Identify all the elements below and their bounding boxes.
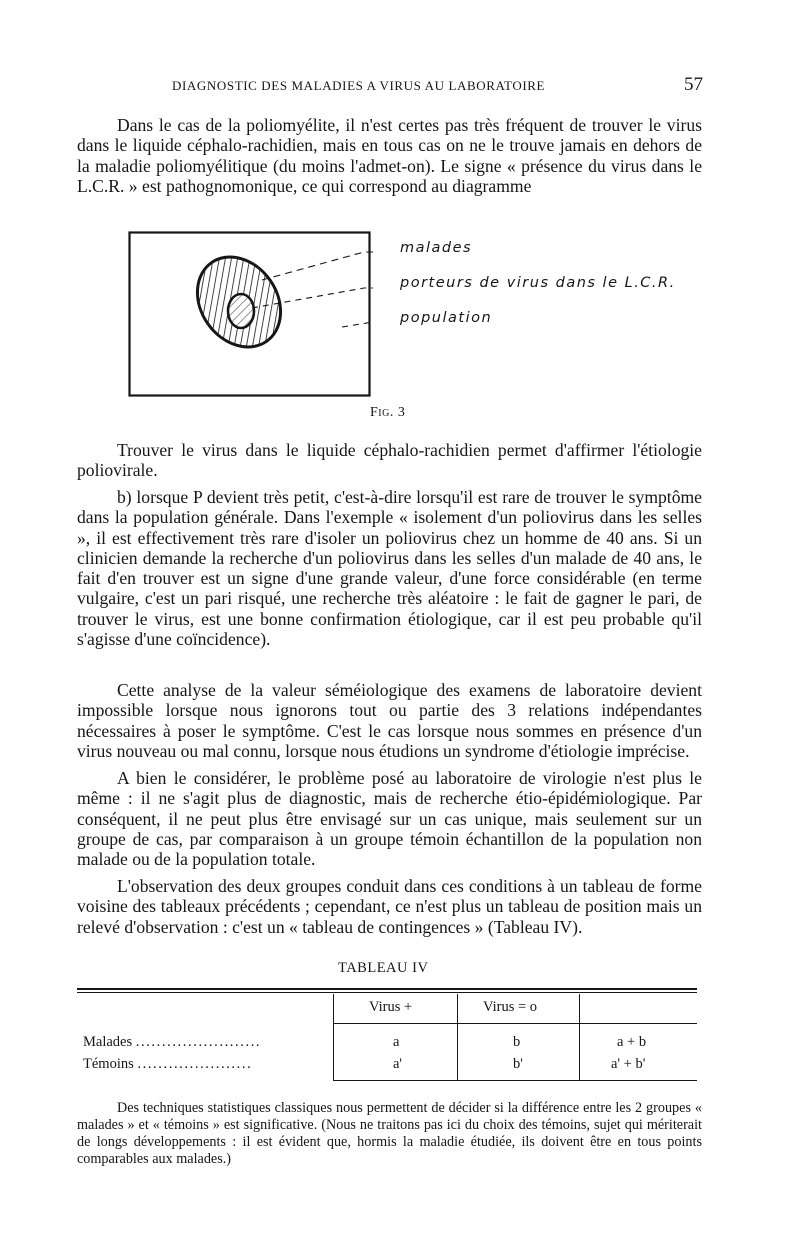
table-bottom-rule bbox=[333, 1080, 697, 1081]
running-header bbox=[0, 74, 800, 98]
row-label-temoins: Témoins ...................... bbox=[83, 1056, 253, 1072]
label-population: population bbox=[400, 310, 493, 326]
paragraph-poliomyelitis-lcr: Dans le cas de la poliomyélite, il n'est certes pas très fréquent de trouver le virus dans le liquide céphalo-rachidien, mais en tous cas on ne le trouve jamais en dehors de la maladie poliomyélitique (du moins l'admet-on). Le signe « présence du virus dans le L.C.R. » est pathognomonique, ce qui correspond au diagramme bbox=[77, 115, 702, 196]
cell-malades-total: a + b bbox=[617, 1034, 647, 1050]
cell-temoins-virus-plus: a' bbox=[393, 1056, 403, 1072]
figure-caption: Fig. 3 bbox=[370, 405, 406, 420]
table-vline-3 bbox=[579, 994, 580, 1080]
table-vline-1 bbox=[333, 994, 334, 1080]
table-header-rule bbox=[333, 1023, 697, 1024]
paragraph-etiologie: Trouver le virus dans le liquide céphalo-rachidien permet d'affirmer l'étiologie poliovirale. bbox=[77, 440, 702, 481]
page-number: 57 bbox=[684, 74, 703, 95]
cell-malades-virus-plus: a bbox=[393, 1034, 400, 1050]
paragraph-observation: L'observation des deux groupes conduit dans ces conditions à un tableau de forme voisine des tableaux précédents ; cependant, ce n'est plus un tableau de position mais un relevé d'observation : c'est un « tableau de contingences » (Tableau IV). bbox=[77, 876, 702, 937]
figure-3-diagram bbox=[128, 230, 688, 400]
table-top-rule bbox=[77, 988, 697, 990]
label-porteurs: porteurs de virus dans le L.C.R. bbox=[400, 275, 676, 291]
table-vline-2 bbox=[457, 994, 458, 1080]
row-label-malades: Malades ........................ bbox=[83, 1034, 262, 1050]
footnote: Des techniques statistiques classiques nous permettent de décider si la différence entre les 2 groupes « malades » et « témoins » est significative. (Nous ne traitons pas ici du choix des témoins, sujet qui mériterait de longs développements : il est évident que, hormis la maladie étudiée, ils doivent être en tous points comparables aux malades.) bbox=[77, 1100, 702, 1167]
cell-temoins-total: a' + b' bbox=[611, 1056, 646, 1072]
table-top-rule-thin bbox=[77, 992, 697, 993]
cell-malades-virus-zero: b bbox=[513, 1034, 521, 1050]
cell-temoins-virus-zero: b' bbox=[513, 1056, 523, 1072]
paragraph-probleme: A bien le considérer, le problème posé au laboratoire de virologie n'est plus le même : il ne s'agit plus de diagnostic, mais de recherche étio-épidémiologique. Par conséquent, il ne peut plus être envisagé sur un cas unique, mais seulement sur un groupe de cas, par comparaison à un groupe témoin échantillon de la population non malade ou de la population totale. bbox=[77, 768, 702, 870]
paragraph-b-p-petit: b) lorsque P devient très petit, c'est-à-dire lorsqu'il est rare de trouver le symptôme dans la population générale. Dans l'exemple « isolement d'un poliovirus dans les selles », il est effectivement très rare d'isoler un poliovirus chez un homme de 40 ans. Si un clinicien demande la recherche d'un poliovirus dans les selles d'un malade de 40 ans, le fait d'en trouver est un signe d'une grande valeur, d'une force considérable (en terme vulgaire, c'est un pari risqué, une recherche très aléatoire : le fait de gagner le pari, de trouver le virus, est une bonne confirmation étiologique, car il est peu probable qu'il s'agisse d'une coïncidence). bbox=[77, 487, 702, 650]
running-title: DIAGNOSTIC DES MALADIES A VIRUS AU LABORATOIRE bbox=[172, 78, 546, 93]
header-virus-zero: Virus = o bbox=[483, 999, 538, 1015]
contingency-table bbox=[77, 988, 697, 1083]
paragraph-analyse: Cette analyse de la valeur séméiologique des examens de laboratoire devient impossible lorsque nous ignorons tout ou partie des 3 relations indépendantes nécessaires à poser le symptôme. C'est le cas lorsque nous sommes en présence d'un virus nouveau ou mal connu, lorsque nous étudions un syndrome d'étiologie imprécise. bbox=[77, 680, 702, 761]
header-virus-plus: Virus + bbox=[369, 999, 413, 1015]
label-malades: malades bbox=[400, 240, 473, 256]
table-title: TABLEAU IV bbox=[338, 960, 429, 976]
